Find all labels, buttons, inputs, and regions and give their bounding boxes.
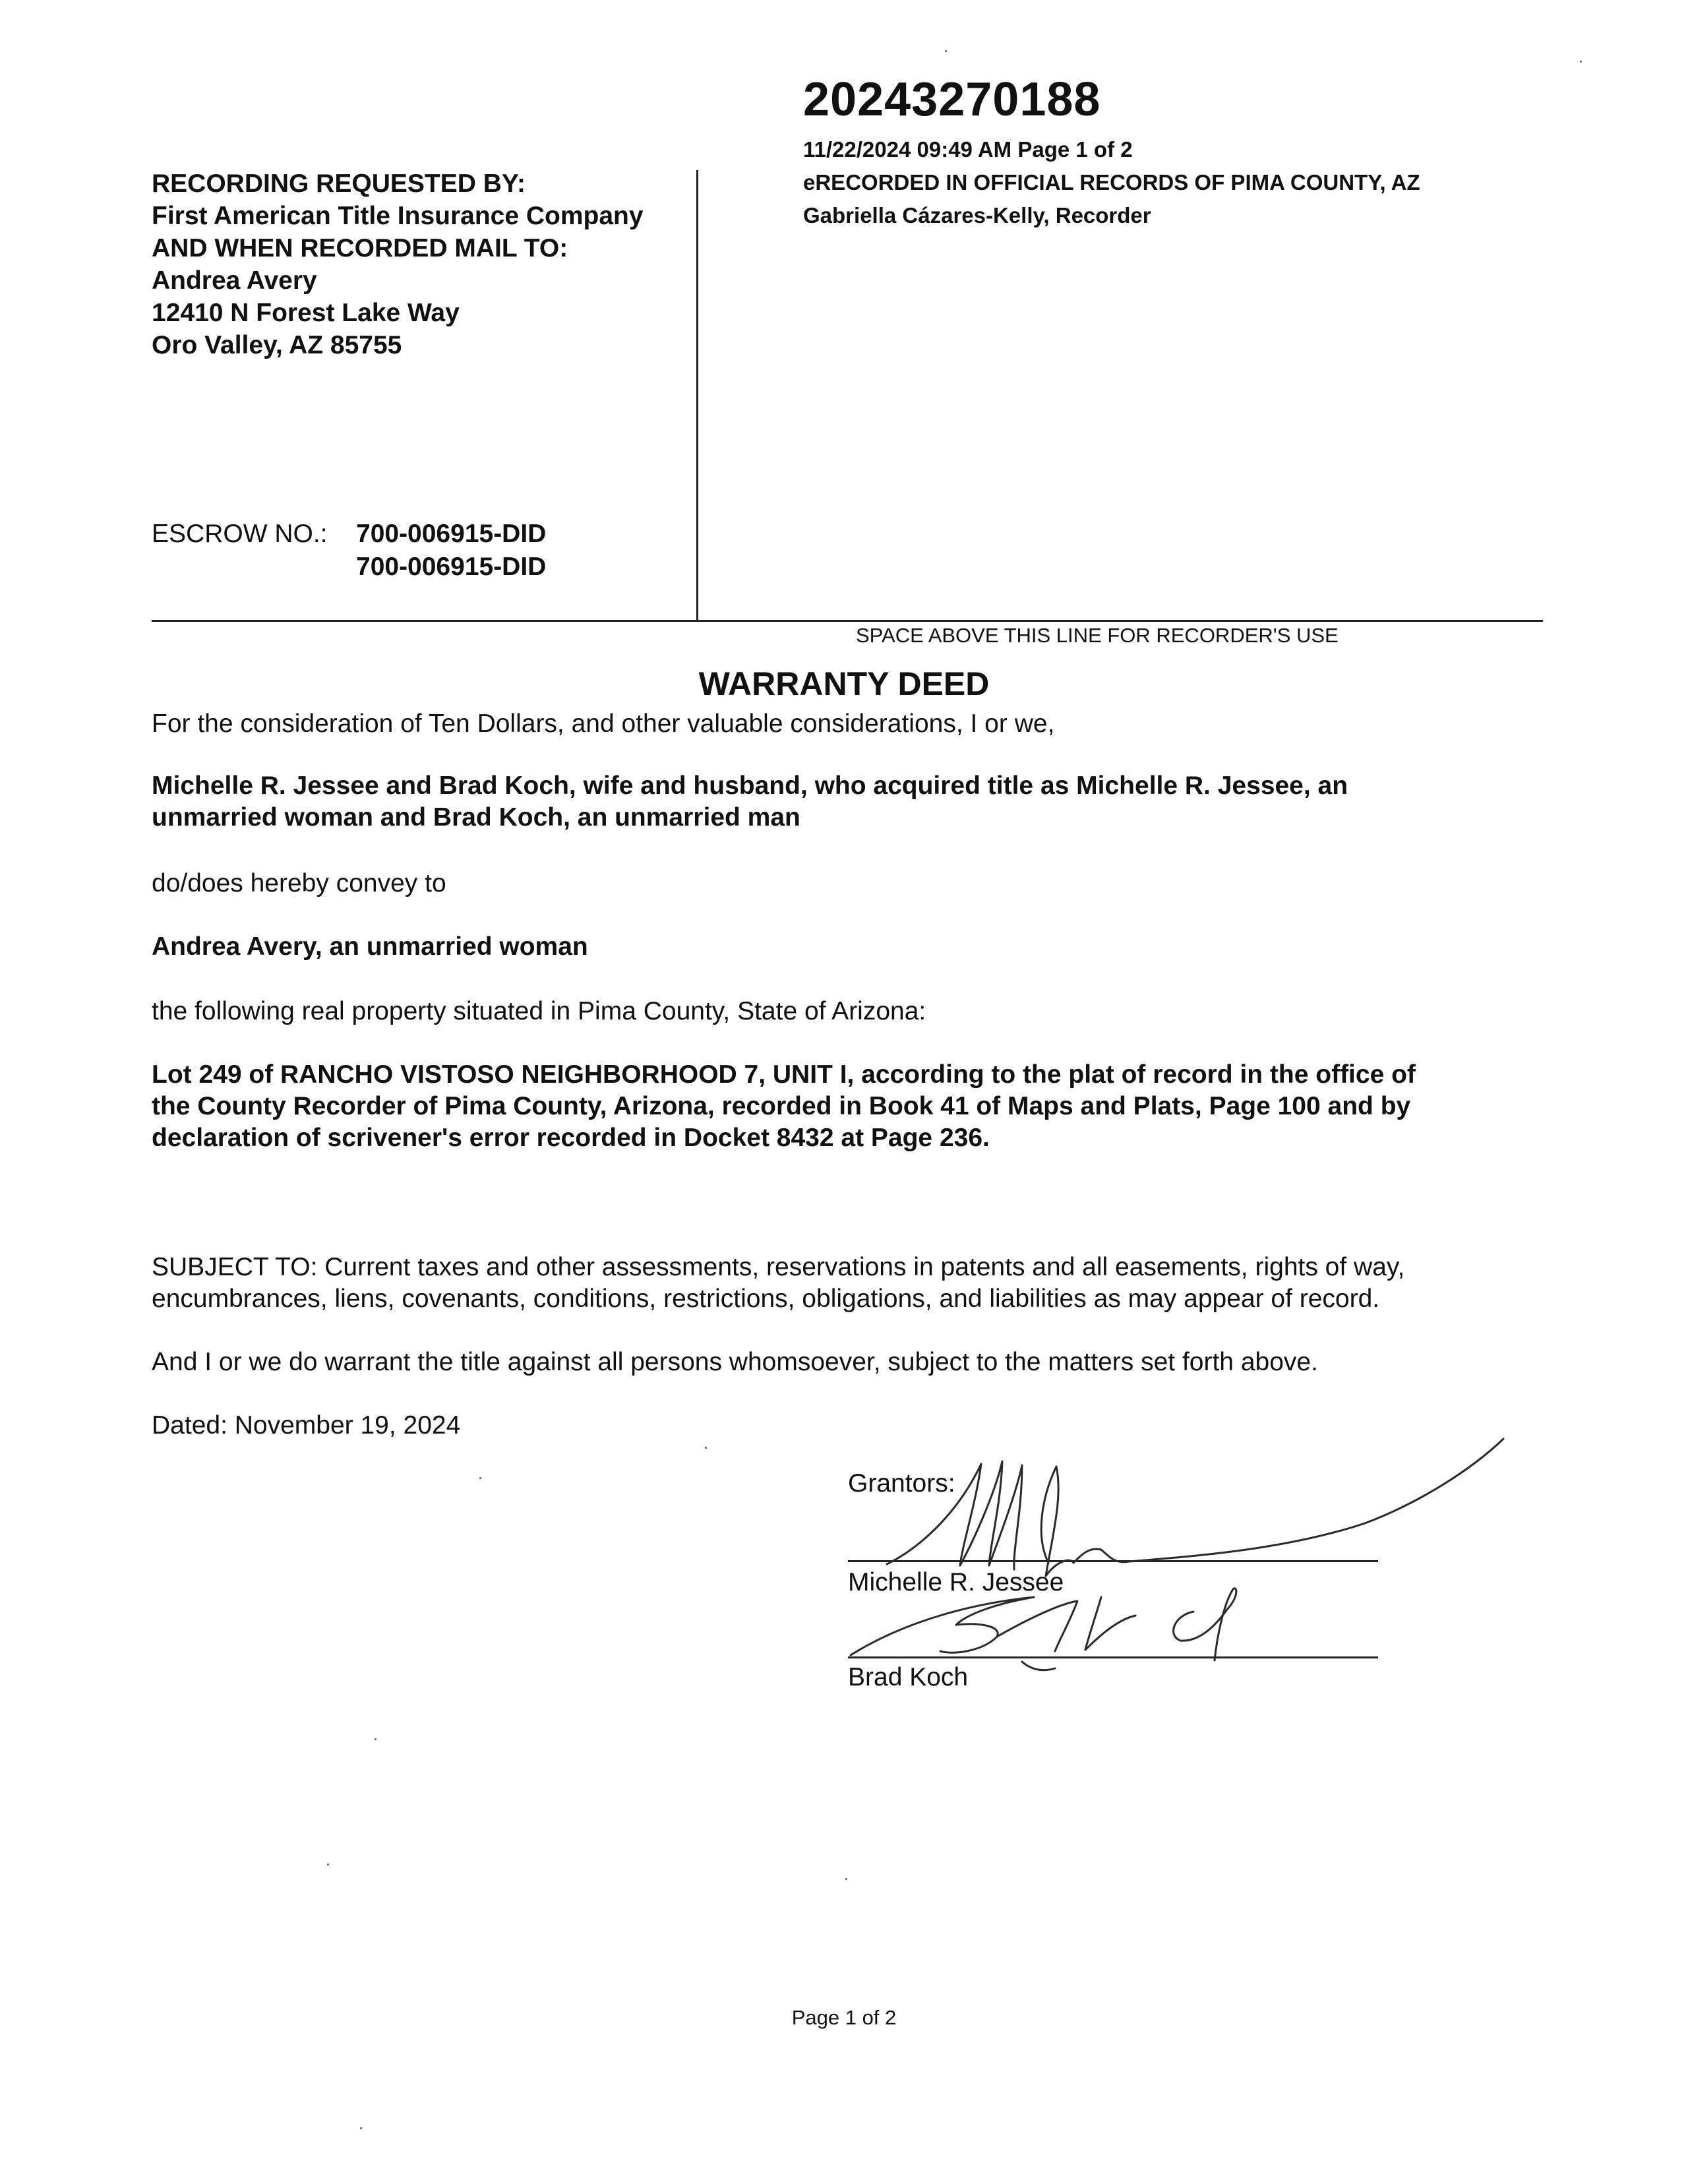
grantors-text-line-2: unmarried woman and Brad Koch, an unmarried man	[152, 803, 800, 832]
scan-speck	[845, 1878, 847, 1880]
requested-by-company: First American Title Insurance Company	[152, 202, 644, 230]
scan-speck	[375, 1738, 377, 1740]
escrow-number: 700-006915-DID	[356, 553, 547, 581]
scan-speck	[705, 1447, 707, 1449]
scan-speck	[360, 2127, 362, 2129]
header-vertical-divider	[696, 170, 698, 620]
scan-speck	[479, 1477, 481, 1479]
mail-to-street: 12410 N Forest Lake Way	[152, 299, 460, 327]
recording-number: 20243270188	[803, 73, 1101, 126]
recorder-space-note: SPACE ABOVE THIS LINE FOR RECORDER'S USE	[856, 624, 1339, 647]
legal-description-line-1: Lot 249 of RANCHO VISTOSO NEIGHBORHOOD 7, UNIT I, according to the plat of record in the office of	[152, 1060, 1416, 1089]
grantors-text-line-1: Michelle R. Jessee and Brad Koch, wife and husband, who acquired title as Michelle R. Jessee, an	[152, 772, 1348, 800]
legal-description-line-2: the County Recorder of Pima County, Arizona, recorded in Book 41 of Maps and Plats, Page 100 and by	[152, 1092, 1411, 1120]
handwritten-signatures	[824, 1424, 1523, 1701]
recorder-space-divider	[152, 620, 1543, 622]
signature-michelle-stroke	[960, 1461, 1002, 1565]
signature-michelle-stroke	[1041, 1467, 1101, 1576]
recording-datetime-page: 11/22/2024 09:49 AM Page 1 of 2	[803, 137, 1133, 162]
escrow-label: ESCROW NO.:	[152, 520, 328, 548]
recording-recorder: Gabriella Cázares-Kelly, Recorder	[803, 203, 1151, 228]
recording-erecorded: eRECORDED IN OFFICIAL RECORDS OF PIMA COUNTY, AZ	[803, 170, 1420, 195]
signature-brad-stroke	[851, 1597, 1034, 1655]
signature-brad-stroke	[1085, 1597, 1135, 1650]
signature-michelle-stroke	[989, 1465, 1022, 1569]
legal-description-line-3: declaration of scrivener's error recorded in Docket 8432 at Page 236.	[152, 1124, 990, 1152]
page-footer: Page 1 of 2	[791, 2006, 897, 2029]
subject-to-line-1: SUBJECT TO: Current taxes and other assessments, reservations in patents and all easements, rights of way,	[152, 1253, 1405, 1281]
signature-michelle-stroke	[1101, 1439, 1503, 1562]
dated-text: Dated: November 19, 2024	[152, 1411, 461, 1440]
requested-by-label: RECORDING REQUESTED BY:	[152, 169, 526, 198]
scan-speck	[327, 1864, 329, 1866]
mail-to-name: Andrea Avery	[152, 266, 317, 295]
subject-to-line-2: encumbrances, liens, covenants, conditions, restrictions, obligations, and liabilities as may appear of record.	[152, 1285, 1380, 1313]
grantee-text: Andrea Avery, an unmarried woman	[152, 932, 588, 961]
signature-brad-stroke	[1174, 1589, 1236, 1660]
convey-text: do/does hereby convey to	[152, 869, 446, 897]
mail-to-label: AND WHEN RECORDED MAIL TO:	[152, 234, 568, 262]
warranty-text: And I or we do warrant the title against all persons whomsoever, subject to the matters set forth above.	[152, 1348, 1318, 1376]
requested-by-block	[152, 167, 644, 361]
escrow-number: 700-006915-DID	[356, 520, 547, 548]
signer-name-michelle: Michelle R. Jessee	[848, 1568, 1064, 1596]
scan-speck	[1580, 61, 1582, 63]
scan-speck	[945, 50, 947, 52]
property-intro-text: the following real property situated in Pima County, State of Arizona:	[152, 997, 926, 1025]
grantors-label: Grantors:	[848, 1469, 955, 1498]
signature-brad-stroke	[1022, 1662, 1055, 1670]
signature-brad-stroke	[997, 1601, 1077, 1651]
consideration-text: For the consideration of Ten Dollars, and other valuable considerations, I or we,	[152, 710, 1055, 738]
mail-to-city: Oro Valley, AZ 85755	[152, 331, 402, 359]
document-title: WARRANTY DEED	[698, 665, 990, 702]
signer-name-brad: Brad Koch	[848, 1663, 969, 1691]
